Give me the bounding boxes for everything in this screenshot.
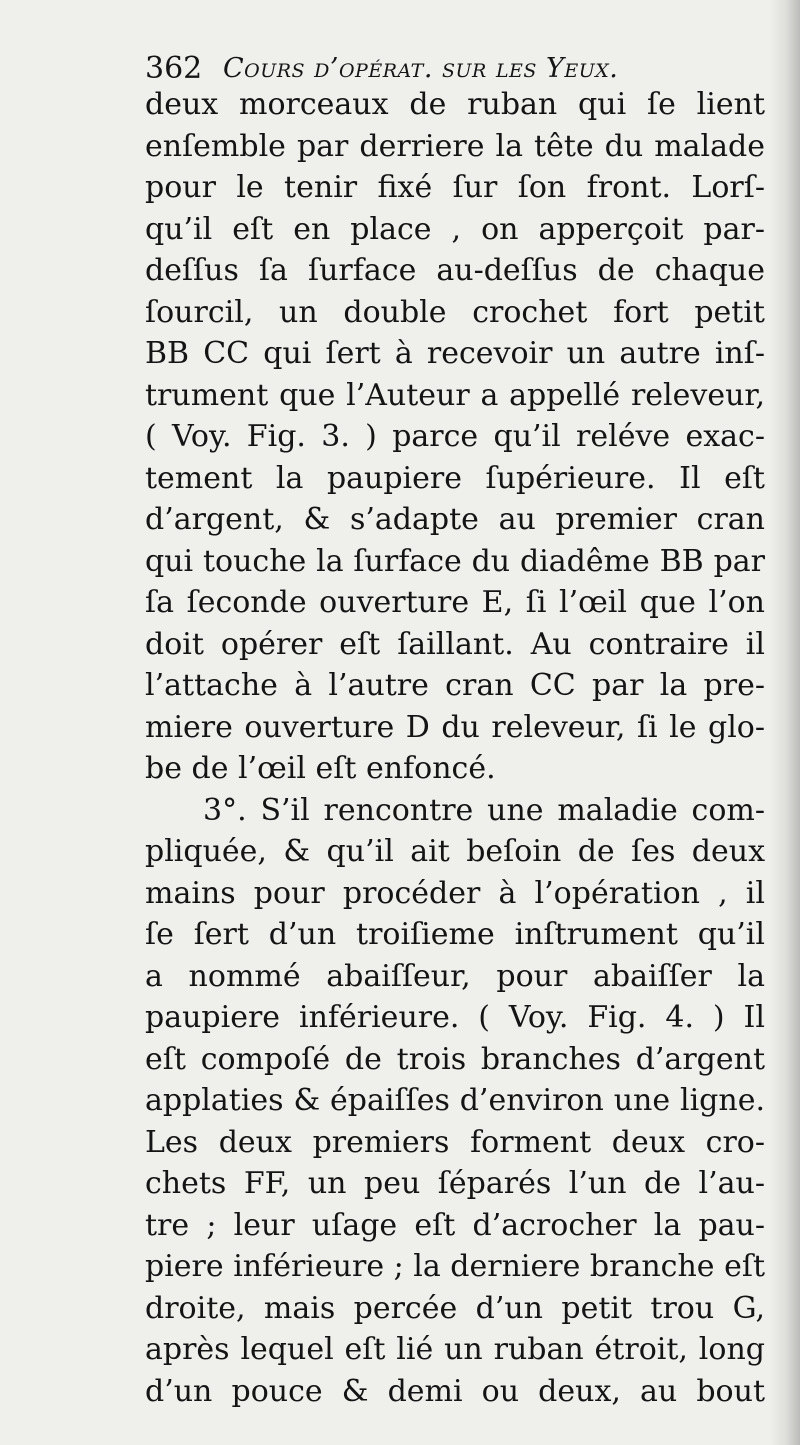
text-line: droite, mais percée d’un petit trou G, [145, 1290, 765, 1326]
text-line: deux morceaux de ruban qui ſe lient [145, 87, 765, 122]
text-line: piere inférieure ; la derniere branche eſt [145, 1249, 765, 1284]
text-line: a nommé abaiſſeur, pour abaiſſer la [145, 958, 765, 994]
text-line: trument que l’Auteur a appellé releveur, [145, 377, 765, 413]
text-line: deſſus ſa ſurface au-deſſus de chaque [145, 253, 765, 288]
text-line: ſa ſeconde ouverture E, ſi l’œil que l’on [145, 585, 765, 620]
text-line: BB CC qui ſert à recevoir un autre inſ- [145, 336, 765, 371]
text-line: eſt compoſé de trois branches d’argent [145, 1041, 765, 1077]
text-line: d’un pouce & demi ou deux, au bout [145, 1373, 765, 1409]
text-line: miere ouverture D du releveur, ſi le glo- [145, 709, 765, 745]
text-line: mains pour procéder à l’opération , il [145, 875, 765, 911]
running-head: Cours d’opérat. sur les Yeux. [223, 53, 619, 84]
text-line: paupiere inférieure. ( Voy. Fig. 4. ) Il [145, 1000, 765, 1035]
gutter-shadow [770, 0, 800, 1445]
text-line: pliquée, & qu’il ait beſoin de ſes deux [145, 834, 765, 869]
text-line: ( Voy. Fig. 3. ) parce qu’il reléve exac- [145, 419, 765, 454]
paragraph-start-line: 3°. S’il rencontre une maladie com- [203, 792, 765, 828]
text-line: tre ; leur uſage eſt d’acrocher la pau- [145, 1207, 765, 1243]
text-line: après lequel eſt lié un ruban étroit, long [145, 1332, 765, 1367]
body-text [145, 84, 765, 1412]
paragraph-end-line: be de l’œil eſt enfoncé. [145, 751, 496, 786]
text-line: chets FF, un peu ſéparés l’un de l’au- [145, 1166, 765, 1201]
text-line: qu’il eſt en place , on apperçoit par- [145, 211, 765, 247]
text-line: ſourcil, un double crochet fort petit [145, 294, 765, 330]
text-line: l’attache à l’autre cran CC par la pre- [145, 668, 765, 703]
page-number: 362 [145, 51, 203, 86]
text-line: d’argent, & s’adapte au premier cran [145, 502, 765, 537]
text-line: Les deux premiers forment deux cro- [145, 1124, 765, 1160]
text-line: enſemble par derriere la tête du malade [145, 128, 765, 164]
text-line: pour le tenir fixé ſur ſon front. Lorſ- [145, 170, 765, 205]
text-line: applaties & épaiſſes d’environ une ligne. [145, 1083, 765, 1118]
text-line: qui touche la ſurface du diadême BB par [145, 543, 765, 579]
text-line: ſe ſert d’un troiſieme inſtrument qu’il [145, 917, 765, 952]
text-line: tement la paupiere ſupérieure. Il eſt [145, 460, 765, 496]
text-line: doit opérer eſt ſaillant. Au contraire il [145, 626, 765, 662]
